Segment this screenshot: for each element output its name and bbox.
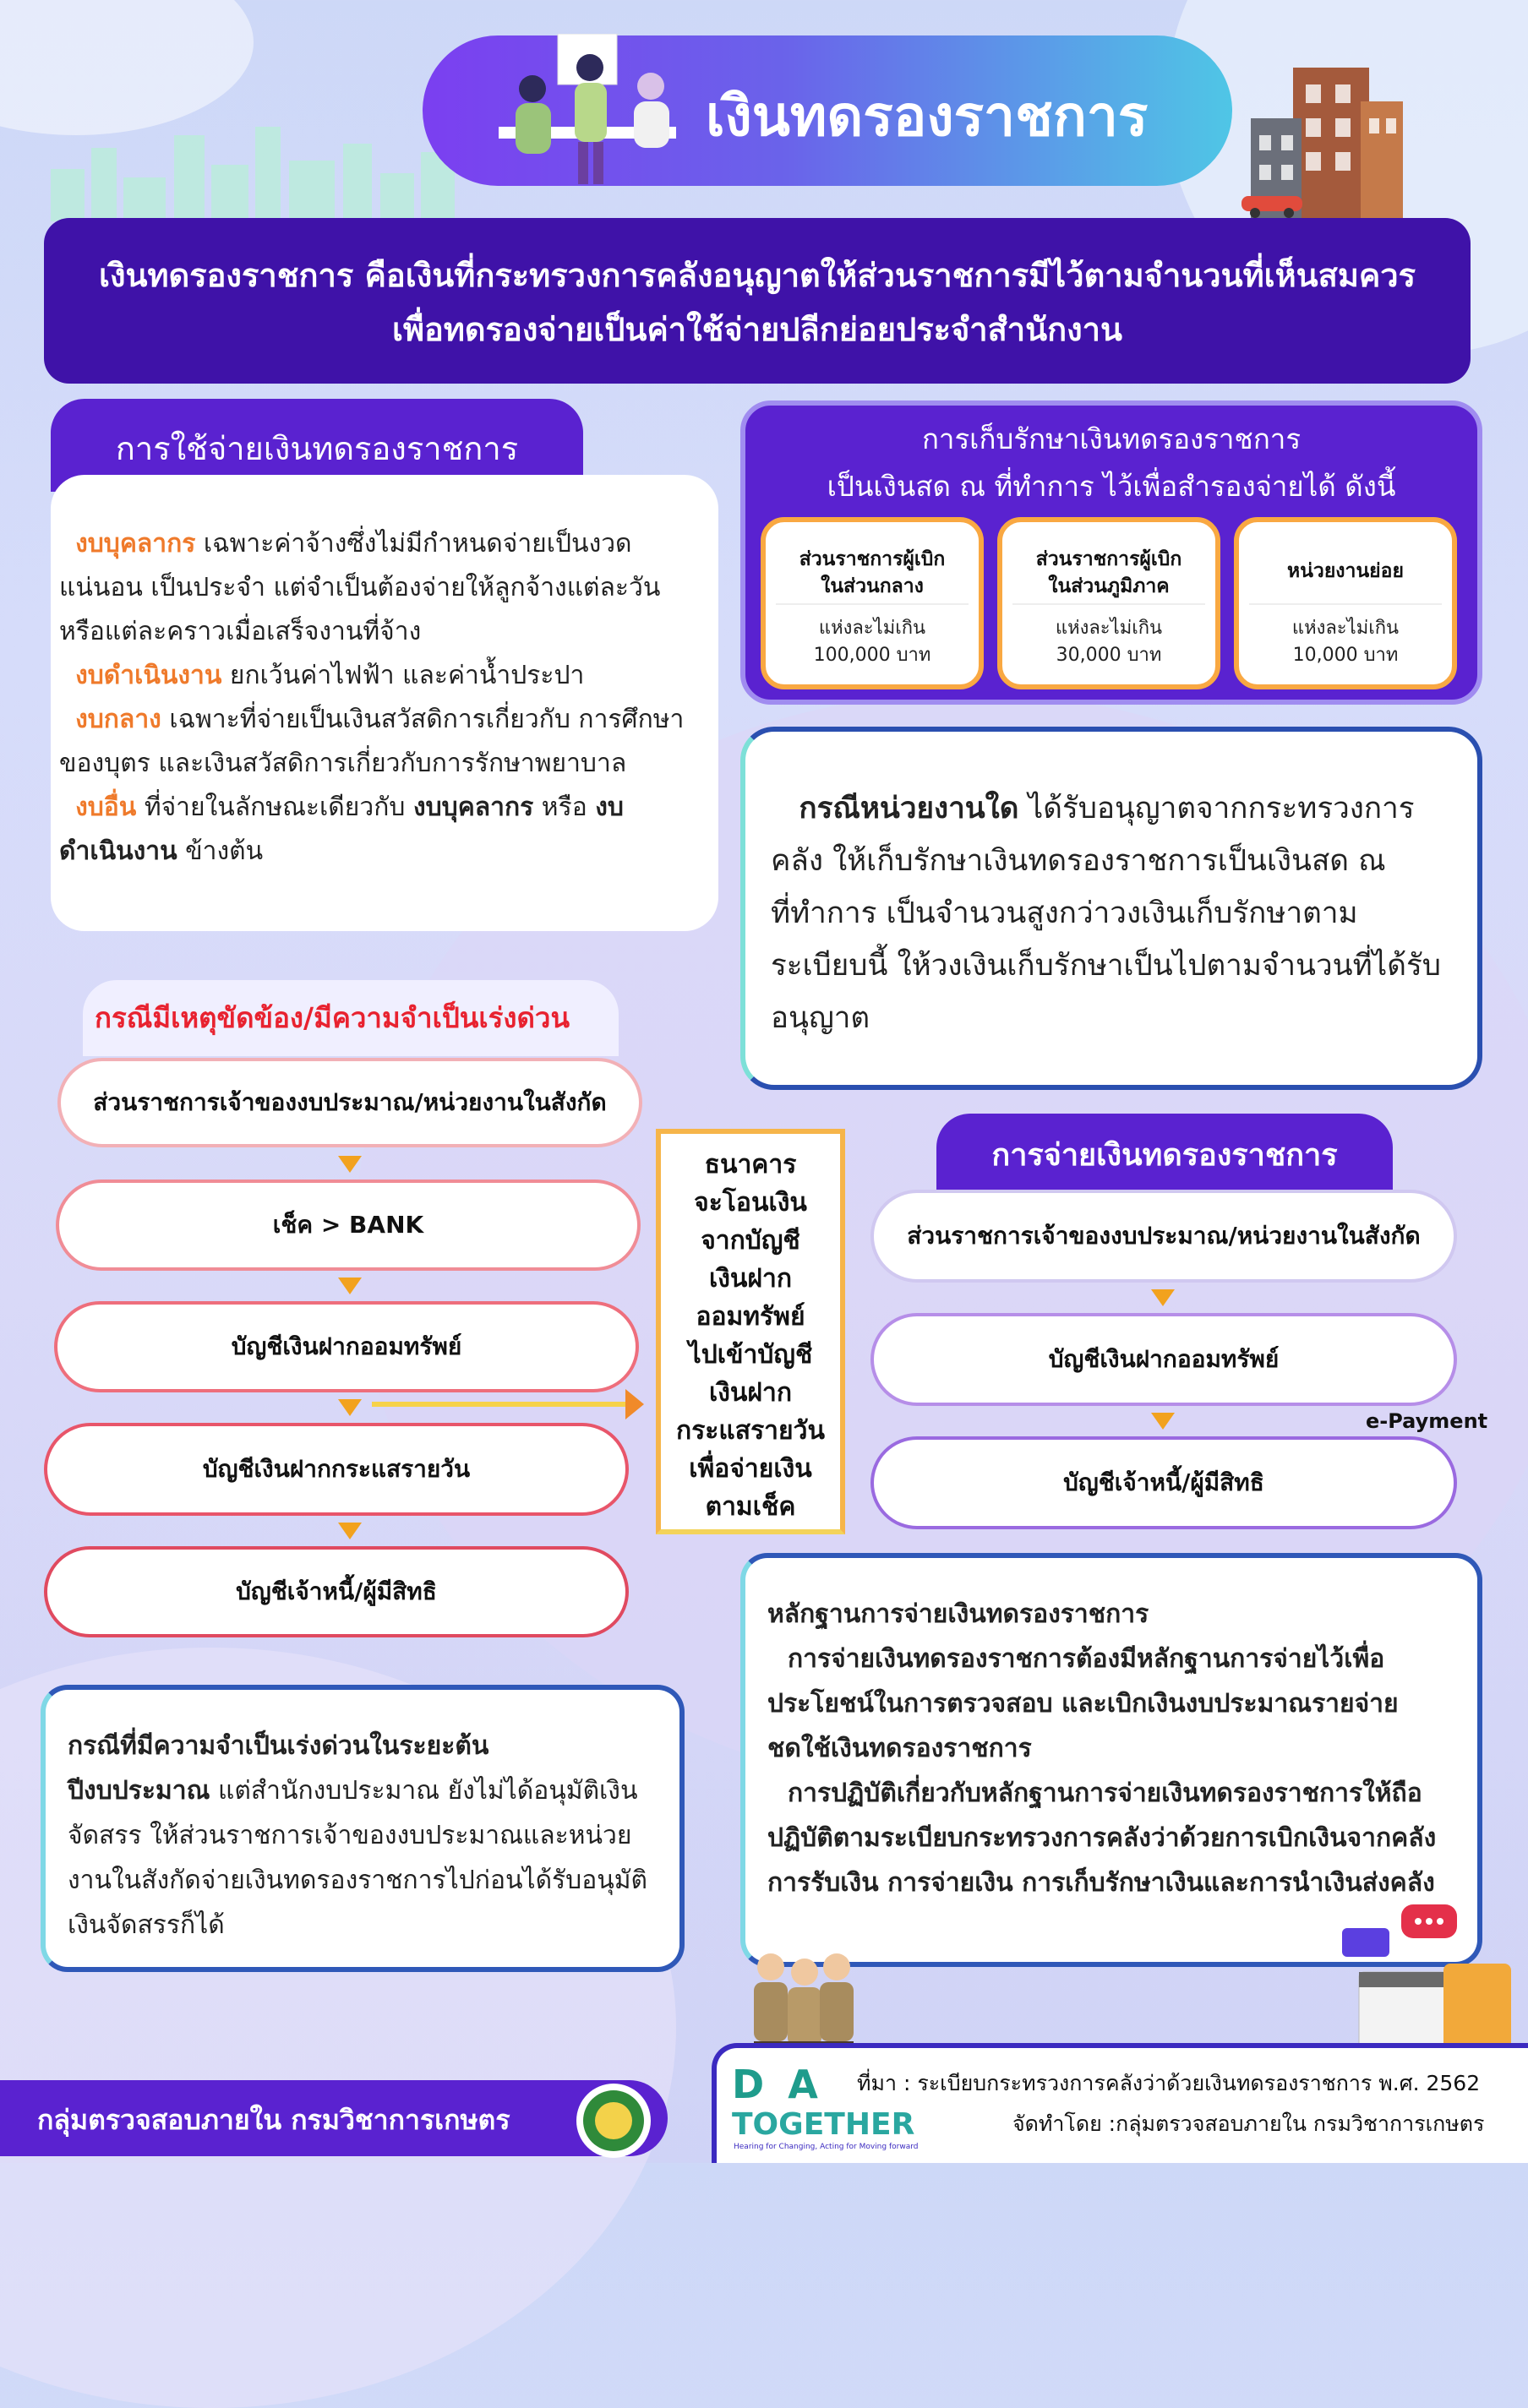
usage-item4-text-c: ข้างต้น [177, 836, 264, 866]
footer-source: ที่มา : ระเบียบกระทรวงการคลังว่าด้วยเงินทดรองราชการ พ.ศ. 2562 [857, 2071, 1481, 2095]
city-skyline-icon [51, 127, 456, 221]
storage-card-central [761, 517, 984, 689]
bank-note-line: เงินฝาก [709, 1264, 792, 1294]
definition-line2: เพื่อทดรองจ่ายเป็นค่าใช้จ่ายปลีกย่อยประจำสำนักงาน [392, 311, 1122, 348]
footer-org: กลุ่มตรวจสอบภายใน กรมวิชาการเกษตร [37, 2104, 510, 2136]
evidence-para1: การจ่ายเงินทดรองราชการต้องมีหลักฐานการจ่ายไว้เพื่อประโยชน์ในการตรวจสอบ และเบิกเงินงบประมาณรายจ่ายชดใช้เงินทดรองราชการ [767, 1644, 1399, 1763]
speech-bubble-icon [1342, 1904, 1511, 2057]
evidence-heading: หลักฐานการจ่ายเงินทดรองราชการ [767, 1599, 1149, 1629]
cloud-icon [0, 0, 254, 135]
storage-card-title-2b: ในส่วนภูมิภาค [1048, 575, 1170, 597]
seal-icon [573, 2080, 654, 2161]
arrow-right-icon [625, 1389, 644, 1419]
arrow-down-icon [338, 1156, 362, 1173]
usage-item4-text-a: ที่จ่ายในลักษณะเดียวกับ [136, 793, 413, 822]
bank-note-line: ธนาคาร [704, 1150, 797, 1179]
bank-note-line: เงินฝาก [709, 1378, 792, 1408]
logo-tagline: Hearing for Changing, Acting for Moving forward [734, 2143, 919, 2151]
storage-card-limit-3a: แห่งละไม่เกิน [1291, 618, 1400, 639]
special-case-text: ได้รับอนุญาตจากกระทรวงการคลัง ให้เก็บรักษาเงินทดรองราชการเป็นเงินสด ณ ที่ทำการ เป็นจำนวนสูงกว่าวงเงินเก็บรักษาตามระเบียบนี้ ให้วงเงินเก็บรักษาเป็นไปตามจำนวนที่ได้รับอนุญาต [771, 792, 1441, 1035]
bank-note-line: ตามเช็ค [705, 1492, 796, 1522]
logo-bottom: TOGETHER [732, 2107, 915, 2142]
urgent-step-1: ส่วนราชการเจ้าของงบประมาณ/หน่วยงานในสังกัด [57, 1058, 642, 1147]
arrow-down-icon [338, 1523, 362, 1539]
usage-item3-text: เฉพาะที่จ่ายเป็นเงินสวัสดิการเกี่ยวกับ การศึกษาของบุตร และเงินสวัสดิการเกี่ยวกับการรักษาพยาบาล [59, 705, 685, 778]
usage-item1-label: งบบุคลากร [75, 529, 196, 558]
storage-card-limit-2a: แห่งละไม่เกิน [1055, 618, 1163, 639]
storage-card-title-1b: ในส่วนกลาง [821, 575, 924, 597]
arrow-down-icon [338, 1278, 362, 1294]
usage-item3-label: งบกลาง [75, 705, 161, 734]
footer-made-by: จัดทำโดย :กลุ่มตรวจสอบภายใน กรมวิชาการเกษตร [1012, 2111, 1485, 2136]
urgent-step-5: บัญชีเจ้าหนี้/ผู้มีสิทธิ [44, 1546, 629, 1637]
storage-card-limit-1b: 100,000 บาท [813, 645, 931, 666]
usage-text [59, 522, 693, 874]
arrow-down-icon [1151, 1289, 1175, 1306]
usage-item2-text: ยกเว้นค่าไฟฟ้า และค่าน้ำประปา [221, 661, 585, 690]
usage-heading: การใช้จ่ายเงินทดรองราชการ [51, 399, 583, 492]
early-year-card [41, 1685, 685, 1972]
storage-card-regional [997, 517, 1220, 689]
meeting-people-icon [490, 34, 685, 194]
arrow-line [372, 1402, 625, 1407]
arrow-down-icon [338, 1399, 362, 1416]
bank-note [656, 1129, 845, 1534]
storage-card-title-2a: ส่วนราชการผู้เบิก [1035, 548, 1182, 570]
urgent-step-2: เช็ค > BANK [56, 1179, 641, 1271]
bank-note-line: จากบัญชี [701, 1226, 800, 1256]
definition-line1: เงินทดรองราชการ คือเงินที่กระทรวงการคลังอนุญาตให้ส่วนราชการมีไว้ตามจำนวนที่เห็นสมควร [98, 257, 1416, 294]
special-case-card [740, 727, 1482, 1090]
definition-box [44, 218, 1471, 384]
logo-top: D A [732, 2062, 823, 2107]
usage-item4-bold-a: งบบุคลากร [412, 793, 534, 822]
early-year-bold-2: ปีงบประมาณ [68, 1776, 210, 1806]
bank-note-line: เพื่อจ่ายเงิน [689, 1454, 812, 1484]
payment-step-2: บัญชีเงินฝากออมทรัพย์ [870, 1313, 1457, 1406]
payment-step-3: บัญชีเจ้าหนี้/ผู้มีสิทธิ [870, 1436, 1457, 1529]
storage-card-title-3a: หน่วยงานย่อย [1287, 560, 1404, 582]
epayment-label: e-Payment [1366, 1409, 1488, 1433]
urgent-step-4: บัญชีเงินฝากกระแสรายวัน [44, 1423, 629, 1516]
payment-step-1: ส่วนราชการเจ้าของงบประมาณ/หน่วยงานในสังกัด [870, 1190, 1457, 1283]
bank-note-line: กระแสรายวัน [676, 1416, 825, 1446]
usage-card [51, 475, 718, 931]
early-year-text: แต่สำนักงบประมาณ ยังไม่ได้อนุมัติเงินจัดสรร ให้ส่วนราชการเจ้าของงบประมาณและหน่วยงานในสังกัดจ่ายเงินทดรองราชการไปก่อนได้รับอนุมัติเงินจัดสรรก็ได้ [68, 1776, 647, 1940]
urgent-heading: กรณีมีเหตุขัดข้อง/มีความจำเป็นเร่งด่วน [95, 1001, 570, 1034]
storage-card-limit-3b: 10,000 บาท [1292, 645, 1399, 666]
usage-item4-label: งบอื่น [75, 793, 137, 822]
evidence-para2: การปฏิบัติเกี่ยวกับหลักฐานการจ่ายเงินทดรองราชการให้ถือปฏิบัติตามระเบียบกระทรวงการคลังว่าด้วยการเบิกเงินจากคลัง การรับเงิน การจ่ายเงิน การเก็บรักษาเงินและการนำเงินส่งคลัง [767, 1779, 1437, 1898]
storage-card-subunit [1234, 517, 1457, 689]
usage-item4-bold-b: งบดำเนินงาน [59, 793, 624, 866]
payment-heading: การจ่ายเงินทดรองราชการ [936, 1114, 1393, 1195]
storage-card-title-1a: ส่วนราชการผู้เบิก [799, 548, 946, 570]
usage-item2-label: งบดำเนินงาน [75, 661, 222, 690]
special-case-bold: กรณีหน่วยงานใด [799, 792, 1019, 825]
urgent-step-3: บัญชีเงินฝากออมทรัพย์ [54, 1301, 639, 1392]
usage-item4-text-b: หรือ [533, 793, 596, 822]
early-year-bold-1: กรณีที่มีความจำเป็นเร่งด่วนในระยะต้น [68, 1731, 489, 1761]
bank-note-line: จะโอนเงิน [694, 1188, 807, 1218]
page-title: เงินทดรองราชการ [706, 84, 1149, 149]
arrow-down-icon [1151, 1413, 1175, 1430]
bank-note-line: ออมทรัพย์ [696, 1302, 805, 1332]
storage-heading-line2: เป็นเงินสด ณ ที่ทำการ ไว้เพื่อสำรองจ่ายได้ ดังนี้ [827, 470, 1396, 503]
storage-heading-line1: การเก็บรักษาเงินทดรองราชการ [921, 422, 1302, 455]
bank-note-line: ไปเข้าบัญชี [688, 1340, 813, 1370]
usage-item1-text: เฉพาะค่าจ้างซึ่งไม่มีกำหนดจ่ายเป็นงวดแน่นอน เป็นประจำ แต่จำเป็นต้องจ่ายให้ลูกจ้างแต่ละวันหรือแต่ละคราวเมื่อเสร็จงานที่จ้าง [59, 529, 661, 646]
storage-card-limit-1a: แห่งละไม่เกิน [818, 618, 926, 639]
storage-card-limit-2b: 30,000 บาท [1056, 645, 1162, 666]
car-icon [1238, 188, 1306, 218]
